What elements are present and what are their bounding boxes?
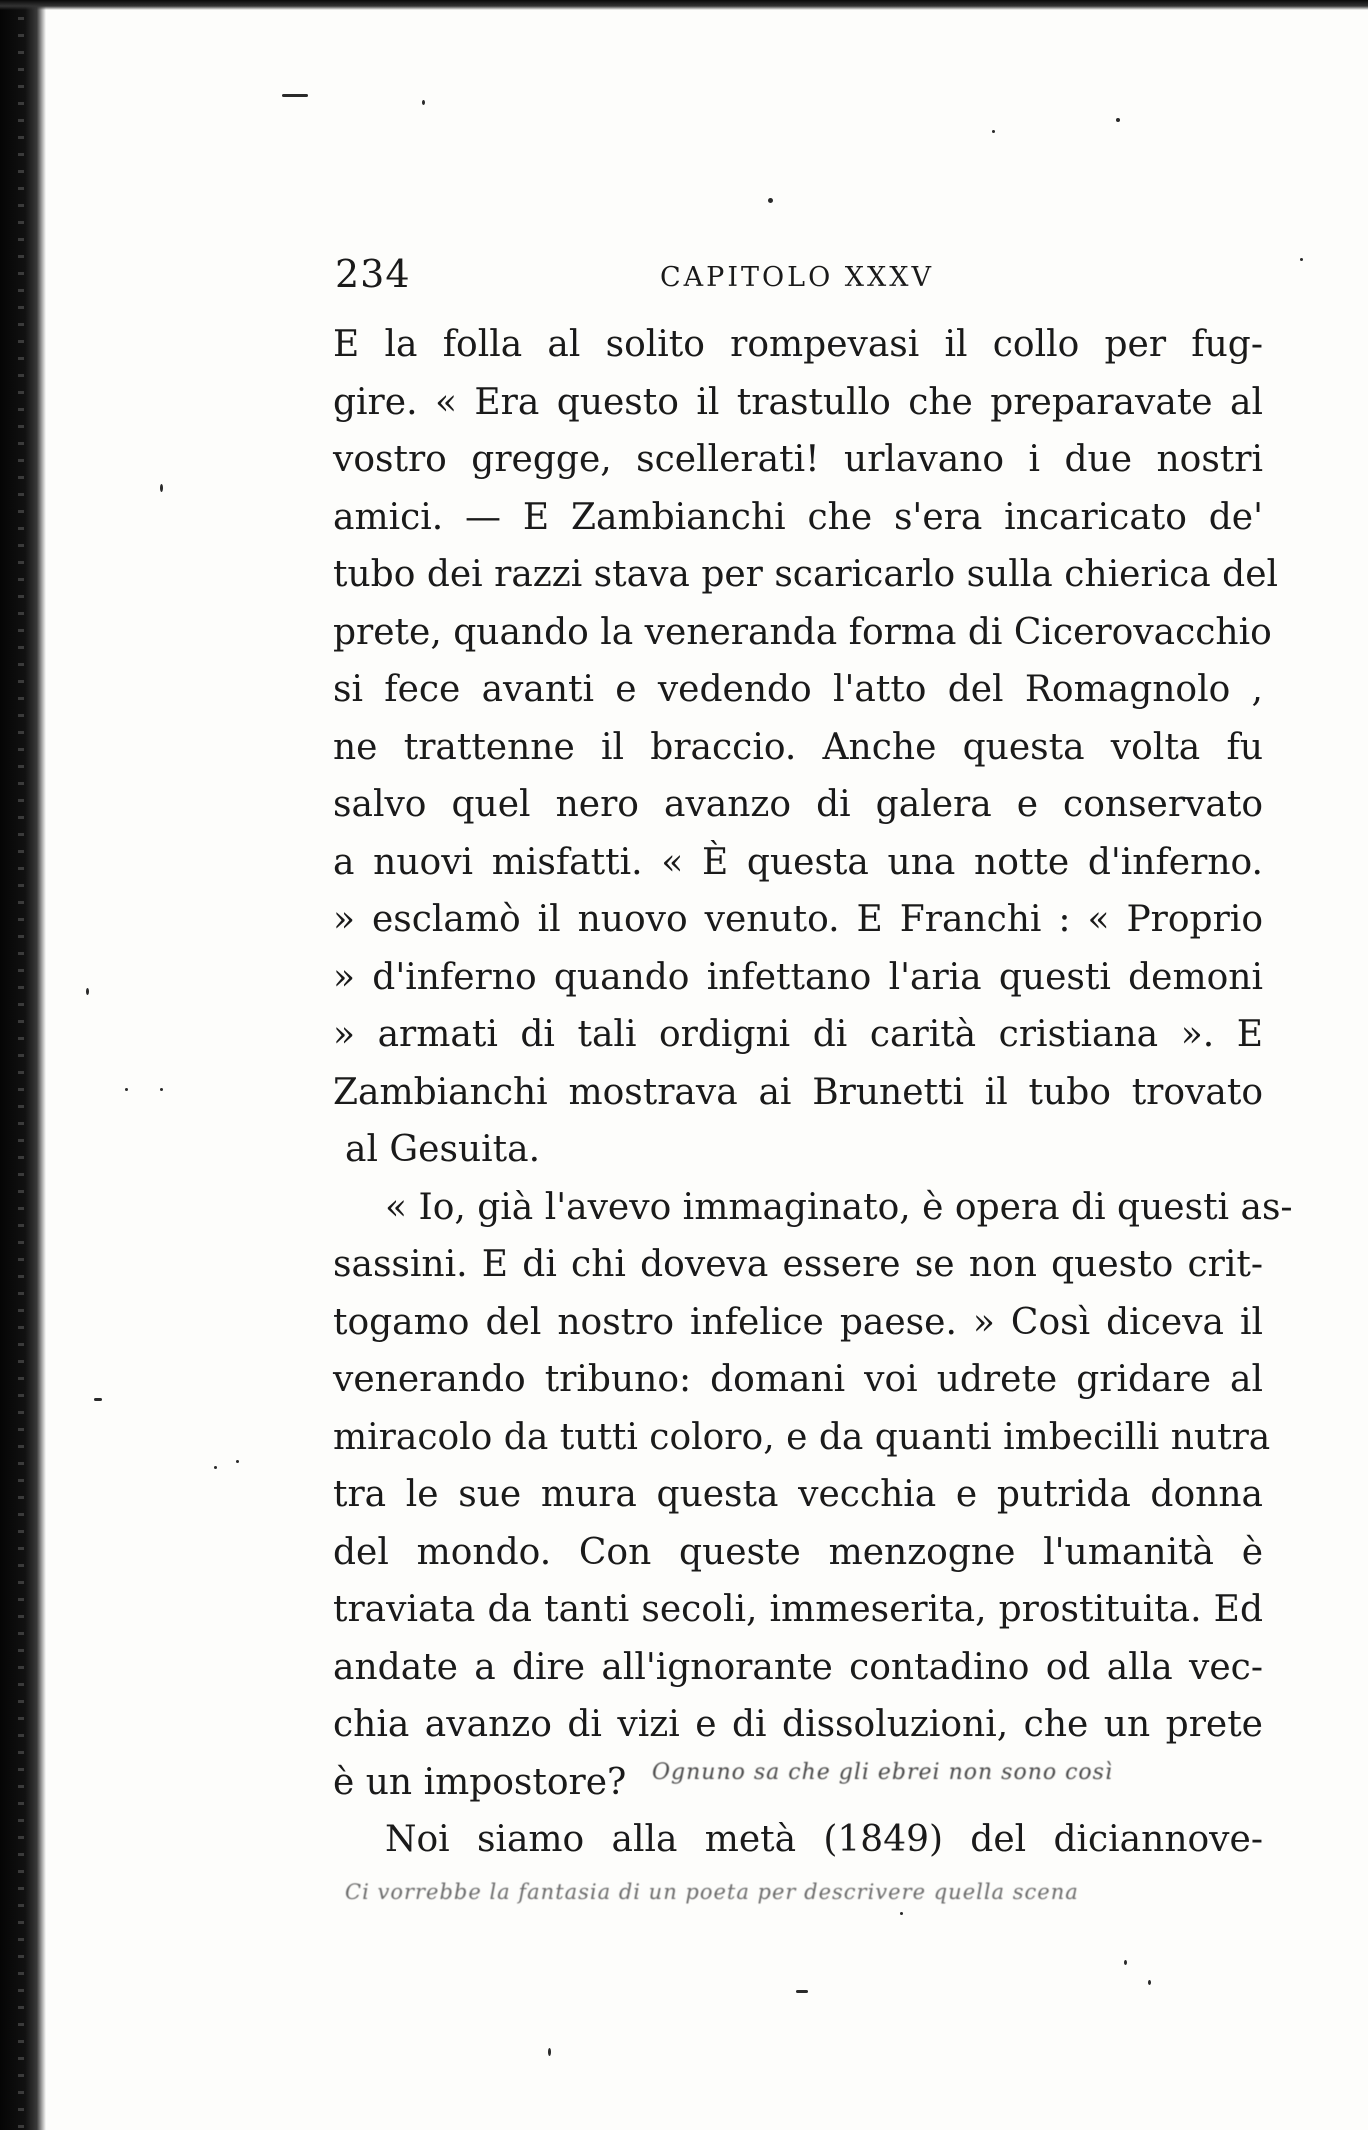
handwritten-bottom-note: Ci vorrebbe la fantasia di un poeta per descrivere quella scena [345,1880,1079,1904]
text-line: prete, quando la veneranda forma di Cicerovacchio [333,611,1272,653]
text-line: tra le sue mura questa vecchia e putrida donna [333,1474,1263,1515]
scan-speck [160,1088,163,1091]
scan-speck [86,988,89,995]
scan-speck [900,1912,903,1915]
text-line: gire. « Era questo il trastullo che preparavate al [333,381,1263,423]
scan-speck [992,130,995,133]
text-line: » esclamò il nuovo venuto. E Franchi : « Proprio [333,899,1263,940]
text-line: » armati di tali ordigni di carità cristiana ». E [333,1014,1263,1055]
book-binding-edge [0,0,46,2130]
handwritten-marginal-note: Ognuno sa che gli ebrei non sono così [652,1760,1113,1785]
page-top-edge [0,0,1368,10]
scan-speck [796,1990,808,1993]
scan-speck [236,1460,239,1463]
text-line: Zambianchi mostrava ai Brunetti il tubo trovato [333,1071,1263,1113]
scan-speck [1300,258,1303,261]
scan-speck [768,198,773,203]
scan-speck [160,484,163,492]
text-line: è un impostore? [333,1761,627,1803]
text-line: andate a dire all'ignorante contadino od alla vec- [333,1646,1263,1688]
chapter-title: CAPITOLO XXXV [660,262,934,293]
text-line: « Io, già l'avevo immaginato, è opera di questi as- [385,1186,1293,1228]
text-line: del mondo. Con queste menzogne l'umanità è [333,1531,1263,1573]
text-line: chia avanzo di vizi e di dissoluzioni, che un prete [333,1704,1263,1745]
text-line: vostro gregge, scellerati! urlavano i due nostri [333,439,1263,480]
text-line: al Gesuita. [345,1129,541,1170]
scan-speck [125,1088,128,1091]
scan-speck [1116,118,1120,122]
text-line: traviata da tanti secoli, immeserita, prostituita. Ed [333,1589,1263,1630]
text-line: salvo quel nero avanzo di galera e conservato [333,784,1263,825]
text-line: a nuovi misfatti. « È questa una notte d'inferno. [333,841,1263,883]
running-head [335,252,1255,298]
scan-speck [214,1466,217,1469]
text-line: E la folla al solito rompevasi il collo per fug- [333,324,1263,365]
scan-speck [94,1398,102,1401]
scan-speck [1148,1980,1151,1985]
body-text [333,316,1293,1869]
scan-speck [548,2048,551,2056]
text-line: miracolo da tutti coloro, e da quanti imbecilli nutra [333,1416,1271,1458]
text-line: togamo del nostro infelice paese. » Così diceva il [333,1301,1263,1343]
text-line: amici. — E Zambianchi che s'era incaricato de' [333,496,1263,538]
text-line: si fece avanti e vedendo l'atto del Romagnolo , [333,669,1263,710]
text-line: Noi siamo alla metà (1849) del diciannove- [385,1819,1263,1860]
text-line: tubo dei razzi stava per scaricarlo sulla chierica del [333,554,1279,595]
text-line: ne trattenne il braccio. Anche questa volta fu [333,726,1263,768]
text-line: » d'inferno quando infettano l'aria questi demoni [333,956,1263,998]
text-line: sassini. E di chi doveva essere se non questo crit- [333,1244,1263,1285]
scan-speck [422,100,425,105]
scan-speck [282,94,308,97]
text-line: venerando tribuno: domani voi udrete gridare al [333,1359,1263,1400]
page-number: 234 [335,252,411,296]
scan-speck [1124,1960,1127,1965]
